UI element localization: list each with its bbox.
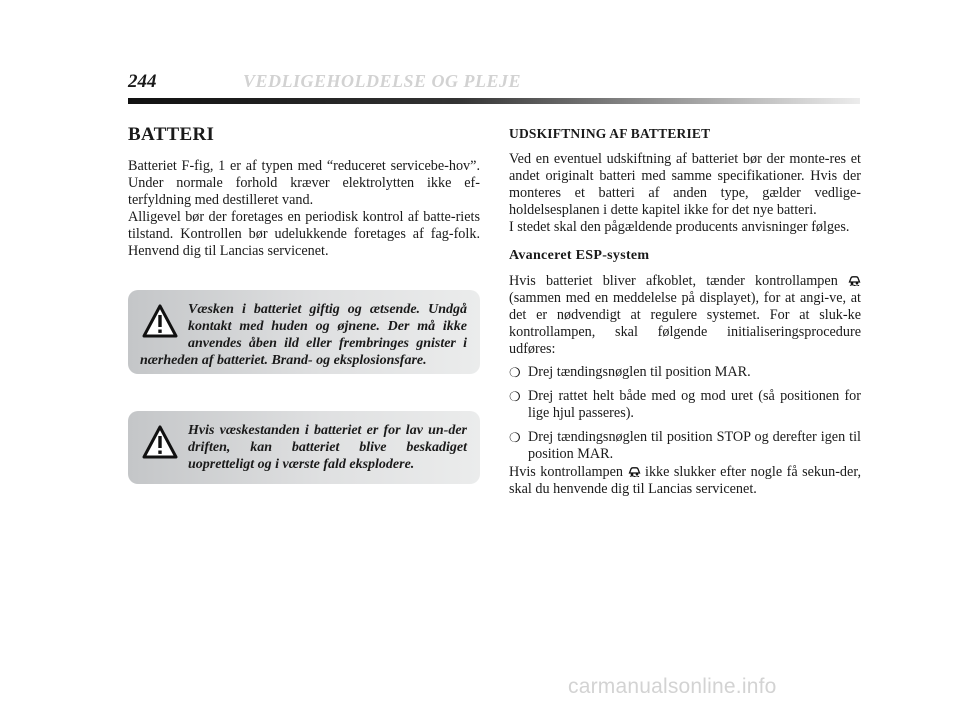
warning-box-fluid-level <box>128 411 480 484</box>
replace-text-2: I stedet skal den pågældende producents anvisninger følges. <box>509 219 850 235</box>
warning-triangle-icon <box>142 304 178 338</box>
list-item: ❍ Drej tændingsnøglen til position STOP og derefter igen til position MAR. <box>509 429 861 462</box>
warning-text-toxic: Væsken i batteriet giftig og ætsende. Undgå kontakt med huden og øjnene. Der må ikke anvendes åben ild eller frembringes gnister i nærheden af batteriet. Brand- og eksplosionsfare. <box>140 302 467 368</box>
esp-text-a: Hvis batteriet bliver afkoblet, tænder kontrollampen <box>509 273 838 289</box>
bullet-circle-icon: ❍ <box>509 430 521 445</box>
esp-text-b: (sammen med en meddelelse på displayet), for at angi-ve, at det er nødvendigt at regulere systemet. For at sluk-ke kontrollampen, skal følgende initialiseringsprocedure udføres: <box>509 290 861 357</box>
left-column <box>128 124 480 260</box>
esp-warning-lamp-icon <box>628 464 641 477</box>
battery-intro: Batteriet F-fig, 1 er af typen med “reduceret servicebe-hov”. Under normale forhold kræver elektrolytten ikke ef-terfyldning med destilleret vand. <box>128 158 480 208</box>
battery-intro-2: Alligevel bør der foretages en periodisk kontrol af batte-riets tilstand. Kontrollen bør udelukkende foretages af fag-folk. Henvend dig til Lancias servicenet. <box>128 209 480 259</box>
list-item: ❍ Drej rattet helt både med og mod uret (så positionen for lige hjul passeres). <box>509 388 861 421</box>
right-column <box>509 126 861 498</box>
end-text-a: Hvis kontrollampen <box>509 464 624 480</box>
bullet-circle-icon: ❍ <box>509 365 521 380</box>
running-title: VEDLIGEHOLDELSE OG PLEJE <box>243 71 522 91</box>
bullet-circle-icon: ❍ <box>509 389 521 404</box>
warning-triangle-icon <box>142 425 178 459</box>
replace-heading: UDSKIFTNING AF BATTERIET <box>509 126 711 141</box>
esp-text <box>509 273 861 358</box>
end-text-b: ikke slukker efter nogle få sekun-der, skal du henvende dig til Lancias servicenet. <box>509 464 862 497</box>
header-rule <box>128 98 860 104</box>
replace-text: Ved en eventuel udskiftning af batteriet bør der monte-res et andet originalt batteri med samme specifikationer. Hvis der monteres et batteri af anden type, gælder vedlige-holdelsesplanen i dette kapitel ikke for det nye batteri. <box>509 151 861 218</box>
init-steps-list <box>509 364 861 463</box>
section-title: BATTERI <box>128 124 215 145</box>
lamp-still-on-text <box>509 464 861 498</box>
warning-text-fluid-level: Hvis væskestanden i batteriet er for lav un-der driften, kan batteriet blive beskadiget uopretteligt og i værste fald eksplodere. <box>188 423 467 472</box>
list-item: ❍ Drej tændingsnøglen til position MAR. <box>509 364 751 380</box>
esp-warning-lamp-icon <box>848 273 861 286</box>
watermark: carmanualsonline.info <box>568 675 777 698</box>
esp-heading: Avanceret ESP-system <box>509 248 650 263</box>
warning-box-toxic <box>128 290 480 374</box>
page-number: 244 <box>128 71 157 92</box>
